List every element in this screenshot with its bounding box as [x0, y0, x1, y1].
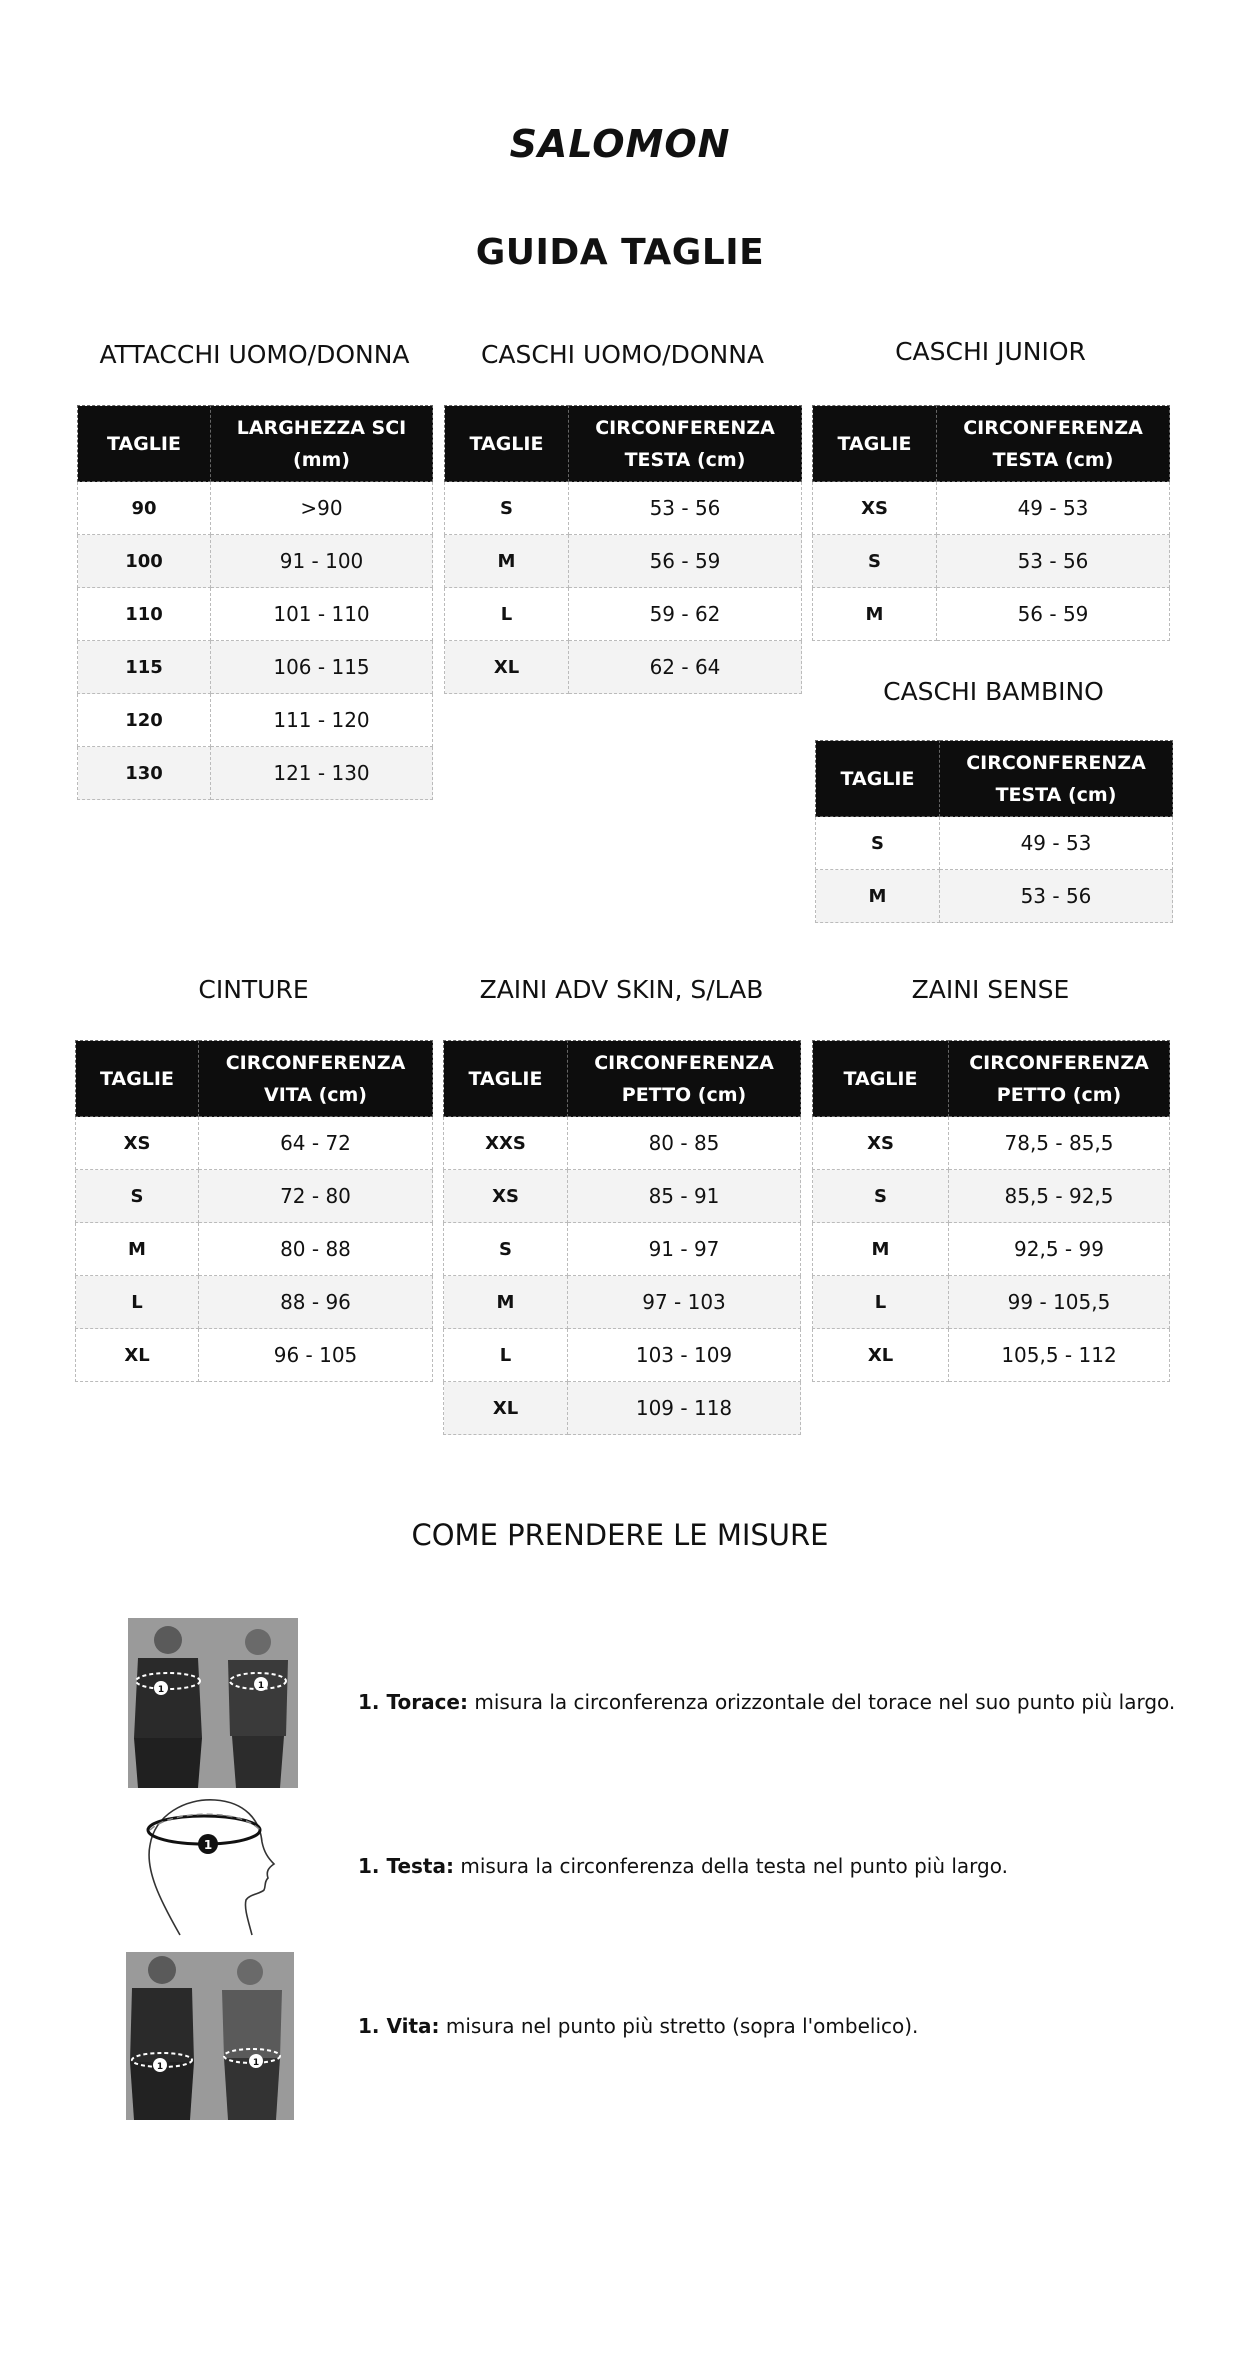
size-cell: 110 — [78, 588, 211, 641]
table-row — [813, 588, 1170, 641]
table-row — [76, 1329, 433, 1382]
measure-section-title: COME PRENDERE LE MISURE — [411, 1518, 829, 1552]
measure-cell: 85 - 91 — [568, 1170, 801, 1223]
table-header-row — [813, 1041, 1170, 1117]
block-title: CASCHI BAMBINO — [883, 677, 1104, 706]
size-table — [812, 405, 1170, 641]
chest-marker: 1 — [157, 1685, 165, 1695]
page-title: GUIDA TAGLIE — [475, 232, 765, 273]
table-header-row — [445, 406, 802, 482]
header-size: TAGLIE — [78, 406, 211, 482]
measure-cell: 80 - 88 — [199, 1223, 433, 1276]
table-header-row — [444, 1041, 801, 1117]
table-row — [76, 1276, 433, 1329]
table-row — [76, 1117, 433, 1170]
measure-cell: 72 - 80 — [199, 1170, 433, 1223]
size-cell: 100 — [78, 535, 211, 588]
table-header-row — [76, 1041, 433, 1117]
table-row — [816, 817, 1173, 870]
table-row — [816, 870, 1173, 923]
measure-cell: 56 - 59 — [937, 588, 1170, 641]
measure-cell: 92,5 - 99 — [949, 1223, 1170, 1276]
measure-cell: >90 — [211, 482, 433, 535]
size-cell: XL — [76, 1329, 199, 1382]
table-row — [76, 1223, 433, 1276]
size-cell: XL — [444, 1382, 568, 1435]
size-table — [444, 405, 802, 694]
measure-cell: 53 - 56 — [569, 482, 802, 535]
size-table — [812, 1040, 1170, 1382]
size-cell: M — [813, 588, 937, 641]
table-row — [445, 588, 802, 641]
header-size: TAGLIE — [813, 406, 937, 482]
size-cell: L — [76, 1276, 199, 1329]
table-row — [444, 1382, 801, 1435]
measure-cell: 97 - 103 — [568, 1276, 801, 1329]
measure-text-head — [358, 1854, 1008, 1878]
size-cell: M — [445, 535, 569, 588]
header-measure: LARGHEZZA SCI (mm) — [211, 406, 433, 482]
header-measure: CIRCONFERENZA PETTO (cm) — [568, 1041, 801, 1117]
header-measure: CIRCONFERENZA PETTO (cm) — [949, 1041, 1170, 1117]
size-cell: S — [813, 535, 937, 588]
table-row — [813, 535, 1170, 588]
chest-measure-photo-icon — [128, 1618, 298, 1788]
table-row — [78, 641, 433, 694]
brand-logo: SALOMON — [509, 122, 731, 166]
table-row — [813, 1223, 1170, 1276]
table-row — [76, 1170, 433, 1223]
size-cell: 120 — [78, 694, 211, 747]
table-row — [813, 1276, 1170, 1329]
measure-cell: 59 - 62 — [569, 588, 802, 641]
table-row — [444, 1276, 801, 1329]
table-row — [813, 1117, 1170, 1170]
measure-cell: 53 - 56 — [937, 535, 1170, 588]
measure-cell: 121 - 130 — [211, 747, 433, 800]
head-marker: 1 — [203, 1838, 213, 1852]
block-title: CASCHI UOMO/DONNA — [480, 340, 765, 369]
measure-cell: 62 - 64 — [569, 641, 802, 694]
block-title: ZAINI SENSE — [911, 975, 1070, 1004]
size-cell: S — [76, 1170, 199, 1223]
table-row — [813, 1170, 1170, 1223]
table-row — [444, 1329, 801, 1382]
size-cell: XL — [813, 1329, 949, 1382]
size-cell: XS — [444, 1170, 568, 1223]
measure-description: misura la circonferenza della testa nel punto più largo. — [454, 1854, 1008, 1878]
measure-cell: 49 - 53 — [937, 482, 1170, 535]
table-row — [813, 482, 1170, 535]
measure-cell: 80 - 85 — [568, 1117, 801, 1170]
size-cell: S — [444, 1223, 568, 1276]
size-cell: XS — [813, 482, 937, 535]
size-cell: S — [813, 1170, 949, 1223]
table-row — [78, 694, 433, 747]
measure-cell: 96 - 105 — [199, 1329, 433, 1382]
measure-cell: 85,5 - 92,5 — [949, 1170, 1170, 1223]
table-row — [78, 588, 433, 641]
table-row — [78, 747, 433, 800]
table-row — [445, 535, 802, 588]
measure-cell: 105,5 - 112 — [949, 1329, 1170, 1382]
measure-description: misura la circonferenza orizzontale del torace nel suo punto più largo. — [467, 1690, 1176, 1714]
size-cell: L — [445, 588, 569, 641]
measure-cell: 101 - 110 — [211, 588, 433, 641]
size-table — [77, 405, 433, 800]
measure-description: misura nel punto più stretto (sopra l'ombelico). — [439, 2014, 919, 2038]
header-size: TAGLIE — [76, 1041, 199, 1117]
table-row — [78, 482, 433, 535]
measure-cell: 106 - 115 — [211, 641, 433, 694]
measure-label: 1. Testa: — [358, 1854, 454, 1878]
head-measure-drawing-icon — [140, 1790, 280, 1940]
table-header-row — [78, 406, 433, 482]
measure-cell: 53 - 56 — [940, 870, 1173, 923]
header-measure: CIRCONFERENZA TESTA (cm) — [569, 406, 802, 482]
header-size: TAGLIE — [445, 406, 569, 482]
block-title: ATTACCHI UOMO/DONNA — [99, 340, 410, 369]
size-table — [443, 1040, 801, 1435]
table-header-row — [816, 741, 1173, 817]
size-cell: XL — [445, 641, 569, 694]
header-size: TAGLIE — [813, 1041, 949, 1117]
table-header-row — [813, 406, 1170, 482]
size-cell: XS — [76, 1117, 199, 1170]
waist-marker: 1 — [156, 2062, 164, 2072]
table-row — [78, 535, 433, 588]
block-title: CASCHI JUNIOR — [895, 337, 1086, 366]
size-cell: XXS — [444, 1117, 568, 1170]
measure-cell: 78,5 - 85,5 — [949, 1117, 1170, 1170]
size-cell: M — [76, 1223, 199, 1276]
measure-cell: 91 - 97 — [568, 1223, 801, 1276]
measure-cell: 88 - 96 — [199, 1276, 433, 1329]
measure-text-waist — [358, 2014, 918, 2038]
measure-cell: 49 - 53 — [940, 817, 1173, 870]
size-cell: XS — [813, 1117, 949, 1170]
waist-measure-photo-icon — [126, 1952, 294, 2120]
measure-cell: 109 - 118 — [568, 1382, 801, 1435]
header-measure: CIRCONFERENZA TESTA (cm) — [937, 406, 1170, 482]
measure-cell: 91 - 100 — [211, 535, 433, 588]
measure-cell: 99 - 105,5 — [949, 1276, 1170, 1329]
size-cell: L — [813, 1276, 949, 1329]
waist-marker: 1 — [252, 2058, 260, 2068]
block-title: CINTURE — [198, 975, 309, 1004]
measure-cell: 103 - 109 — [568, 1329, 801, 1382]
size-cell: 130 — [78, 747, 211, 800]
size-cell: S — [445, 482, 569, 535]
header-size: TAGLIE — [444, 1041, 568, 1117]
size-cell: L — [444, 1329, 568, 1382]
size-table — [815, 740, 1173, 923]
table-row — [444, 1223, 801, 1276]
table-row — [444, 1117, 801, 1170]
measure-cell: 111 - 120 — [211, 694, 433, 747]
header-measure: CIRCONFERENZA VITA (cm) — [199, 1041, 433, 1117]
block-title: ZAINI ADV SKIN, S/LAB — [479, 975, 764, 1004]
table-row — [445, 641, 802, 694]
header-measure: CIRCONFERENZA TESTA (cm) — [940, 741, 1173, 817]
measure-cell: 64 - 72 — [199, 1117, 433, 1170]
table-row — [445, 482, 802, 535]
measure-label: 1. Torace: — [358, 1690, 468, 1714]
size-cell: M — [813, 1223, 949, 1276]
table-row — [813, 1329, 1170, 1382]
header-size: TAGLIE — [816, 741, 940, 817]
table-row — [444, 1170, 801, 1223]
size-cell: 90 — [78, 482, 211, 535]
size-cell: M — [444, 1276, 568, 1329]
size-table — [75, 1040, 433, 1382]
measure-text-chest — [358, 1690, 1175, 1714]
chest-marker: 1 — [257, 1681, 265, 1691]
size-cell: S — [816, 817, 940, 870]
measure-cell: 56 - 59 — [569, 535, 802, 588]
measure-label: 1. Vita: — [358, 2014, 440, 2038]
size-cell: 115 — [78, 641, 211, 694]
size-cell: M — [816, 870, 940, 923]
